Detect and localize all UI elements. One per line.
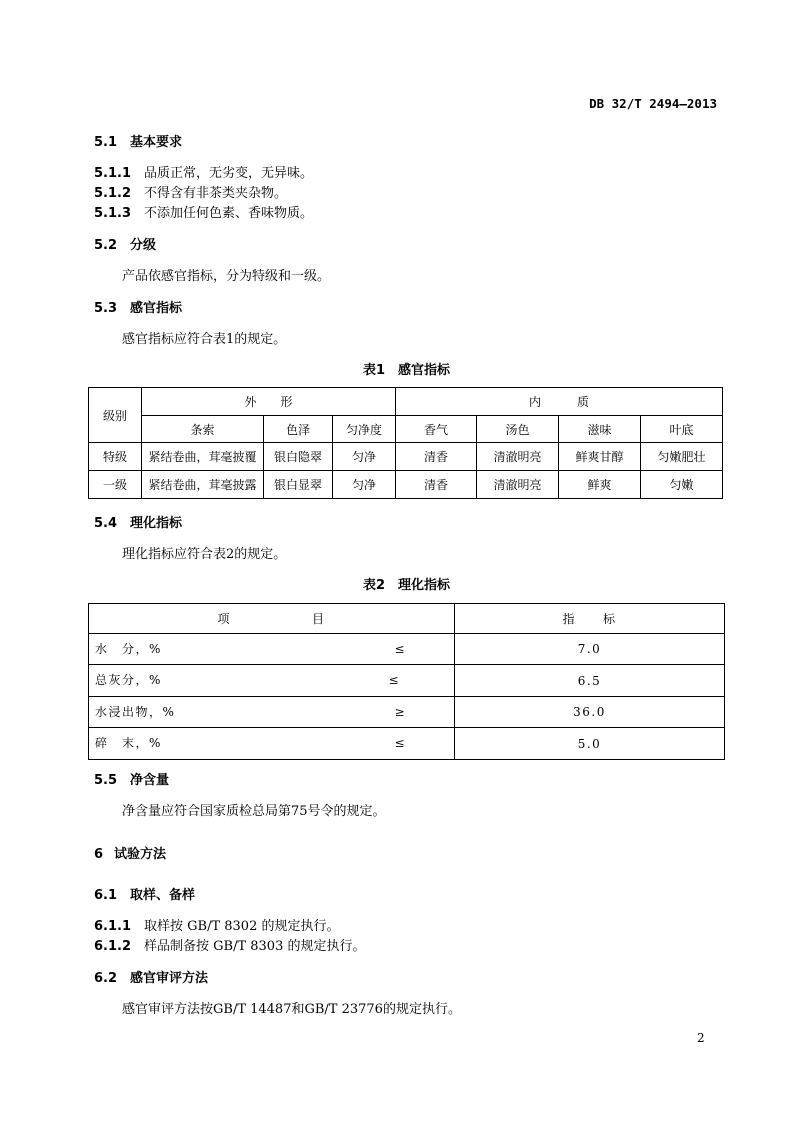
table2-caption: 表2 理化指标 [362, 578, 451, 593]
clause-number: 6.1.1 [94, 919, 132, 934]
clause-text: 取样按 GB/T 8302 的规定执行。 [144, 919, 340, 934]
heading-number: 5.2 [94, 238, 118, 253]
table-cell: 匀净 [333, 471, 396, 499]
heading-number: 6 [94, 847, 104, 862]
heading-title: 感官指标 [130, 301, 183, 316]
heading-6-1 [94, 884, 195, 903]
table-cell: 银白隐翠 [264, 443, 333, 471]
clause-text: 样品制备按 GB/T 8303 的规定执行。 [144, 939, 366, 954]
heading-number: 5.3 [94, 301, 118, 316]
heading-number: 5.5 [94, 773, 118, 788]
table-cell [89, 665, 455, 697]
heading-5-5 [94, 769, 169, 788]
comparison-symbol: ≤ [388, 673, 400, 687]
table-cell: 匀嫩肥壮 [641, 443, 723, 471]
heading-title: 基本要求 [130, 135, 183, 150]
heading-title: 分级 [130, 238, 157, 253]
table-cell: 清香 [396, 443, 477, 471]
document-code: DB 32/T 2494—2013 [589, 96, 717, 111]
paragraph-5-5: 净含量应符合国家质检总局第75号令的规定。 [122, 804, 386, 819]
paragraph-5-3: 感官指标应符合表1的规定。 [122, 332, 287, 347]
heading-title: 试验方法 [114, 847, 167, 862]
table1-caption: 表1 感官指标 [362, 363, 451, 378]
table2-value-header: 指 标 [455, 604, 725, 634]
table1-quality-header: 内 质 [396, 388, 723, 416]
item-label: 碎 末，% [95, 736, 162, 750]
table1-grade-header: 级别 [89, 388, 142, 443]
table2-item-header: 项 目 [89, 604, 455, 634]
paragraph-6-2: 感官审评方法按GB/T 14487和GB/T 23776的规定执行。 [122, 1002, 461, 1017]
table-cell: 鲜爽甘醇 [559, 443, 641, 471]
clause-text: 品质正常，无劣变，无异味。 [144, 166, 314, 181]
heading-title: 理化指标 [130, 516, 183, 531]
table-cell: 一级 [89, 471, 142, 499]
table2 [88, 603, 725, 760]
heading-6-2 [94, 967, 208, 986]
clause-6-1-2 [94, 935, 365, 954]
comparison-symbol: ≤ [394, 642, 406, 656]
table-cell: 7.0 [455, 634, 725, 665]
table1-col-header: 匀净度 [333, 416, 396, 443]
table-cell: 清香 [396, 471, 477, 499]
table-row [89, 634, 725, 665]
heading-title: 感官审评方法 [130, 971, 209, 986]
table1-col-header: 色泽 [264, 416, 333, 443]
clause-5-1-3 [94, 202, 313, 221]
table2-header-row [89, 604, 725, 634]
clause-text: 不添加任何色素、香味物质。 [144, 206, 314, 221]
table-cell: 紧结卷曲，茸毫披露 [142, 471, 264, 499]
heading-5-4 [94, 512, 182, 531]
item-label: 水浸出物，% [95, 705, 176, 719]
table-cell [89, 697, 455, 728]
table-row [89, 728, 725, 760]
table-cell: 6.5 [455, 665, 725, 697]
heading-number: 6.1 [94, 888, 118, 903]
table1-col-header: 香气 [396, 416, 477, 443]
heading-title: 净含量 [130, 773, 170, 788]
clause-5-1-1 [94, 162, 313, 181]
item-label: 总灰分，% [95, 673, 162, 687]
clause-number: 5.1.2 [94, 186, 132, 201]
comparison-symbol: ≥ [394, 705, 406, 719]
item-label: 水 分，% [95, 642, 162, 656]
heading-title: 取样、备样 [130, 888, 196, 903]
table-row [89, 665, 725, 697]
clause-6-1-1 [94, 915, 339, 934]
clause-5-1-2 [94, 182, 287, 201]
table-cell [89, 728, 455, 760]
heading-5-3 [94, 297, 182, 316]
heading-number: 5.1 [94, 135, 118, 150]
clause-number: 5.1.3 [94, 206, 132, 221]
table-cell: 匀嫩 [641, 471, 723, 499]
table-cell: 清澈明亮 [477, 471, 559, 499]
table-row [89, 471, 723, 499]
table-row [89, 443, 723, 471]
heading-number: 5.4 [94, 516, 118, 531]
heading-5-2 [94, 234, 156, 253]
table-cell: 紧结卷曲，茸毫披覆 [142, 443, 264, 471]
table-cell: 清澈明亮 [477, 443, 559, 471]
table-cell: 特级 [89, 443, 142, 471]
table1-col-header: 条索 [142, 416, 264, 443]
table-cell: 5.0 [455, 728, 725, 760]
table-cell: 银白显翠 [264, 471, 333, 499]
table1-column-header [89, 416, 723, 443]
table-cell: 36.0 [455, 697, 725, 728]
table1-col-header: 叶底 [641, 416, 723, 443]
page-number: 2 [697, 1031, 705, 1045]
table1 [88, 387, 723, 499]
paragraph-5-2: 产品依感官指标，分为特级和一级。 [122, 269, 331, 284]
table1-appearance-header: 外 形 [142, 388, 396, 416]
table1-col-header: 汤色 [477, 416, 559, 443]
heading-5-1 [94, 131, 182, 150]
clause-number: 5.1.1 [94, 166, 132, 181]
clause-number: 6.1.2 [94, 939, 132, 954]
clause-text: 不得含有非茶类夹杂物。 [144, 186, 288, 201]
table-cell: 鲜爽 [559, 471, 641, 499]
table-row [89, 697, 725, 728]
table1-group-header [89, 388, 723, 416]
table1-col-header: 滋味 [559, 416, 641, 443]
heading-6 [94, 843, 166, 862]
heading-number: 6.2 [94, 971, 118, 986]
table-cell [89, 634, 455, 665]
comparison-symbol: ≤ [394, 736, 406, 750]
paragraph-5-4: 理化指标应符合表2的规定。 [122, 547, 287, 562]
table-cell: 匀净 [333, 443, 396, 471]
